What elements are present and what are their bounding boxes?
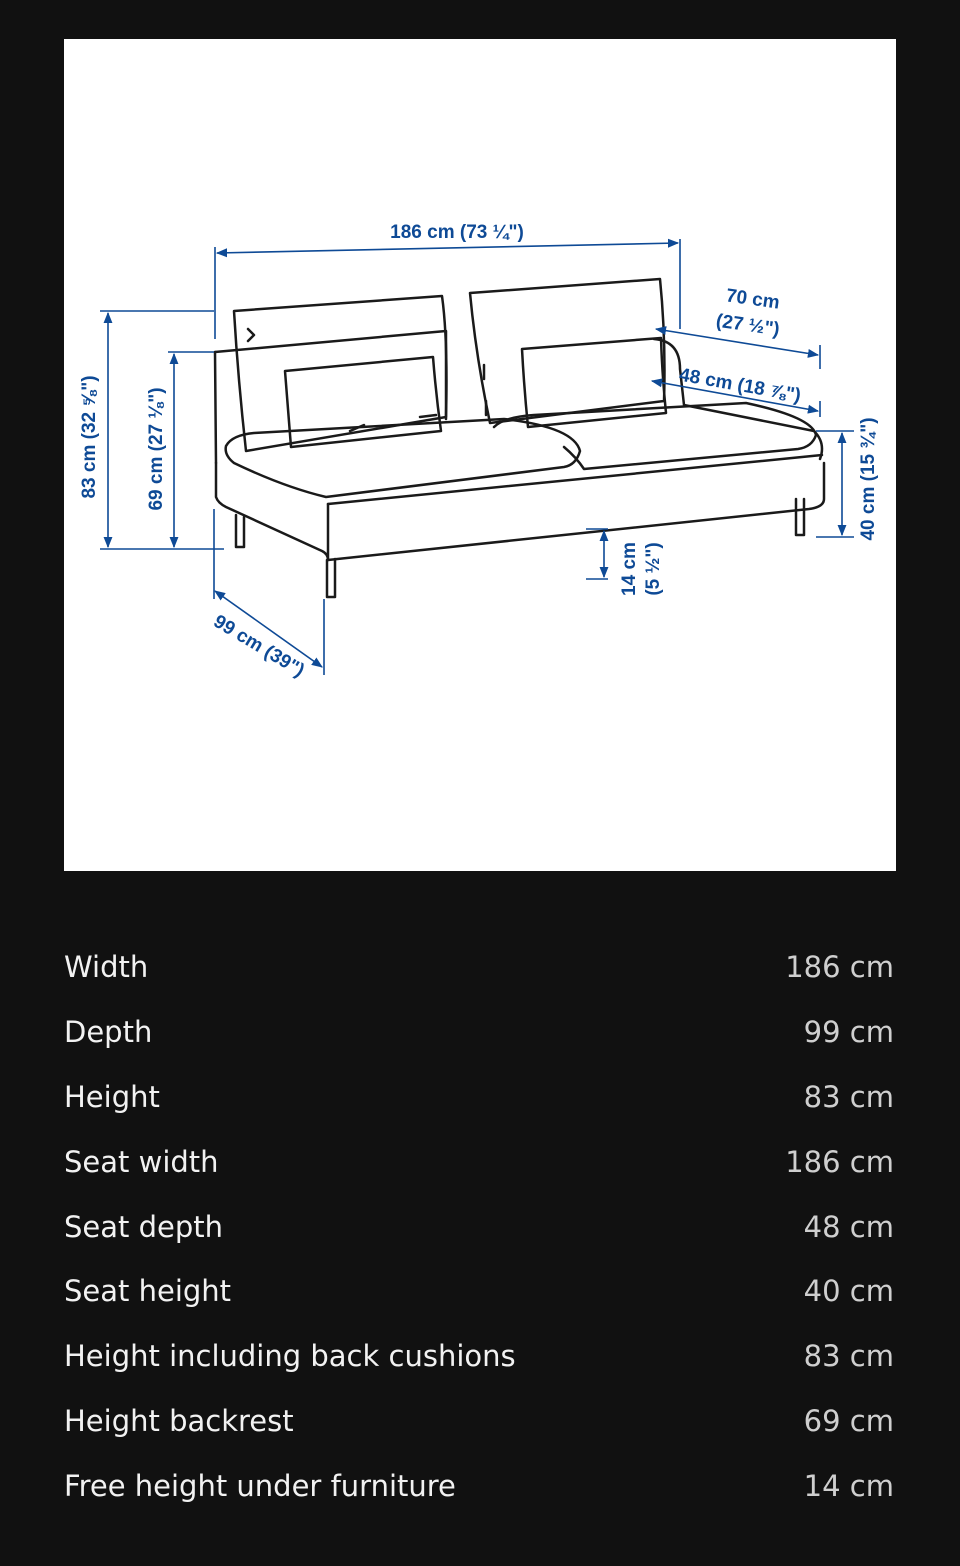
spec-value: 69 cm [803,1404,894,1439]
sofa-left-side [215,352,216,463]
leg-front-right [796,499,804,535]
spec-value: 99 cm [803,1014,894,1049]
spec-row-seat-depth [64,1195,894,1260]
spec-row-seat-height [64,1259,894,1324]
leg-back-left [236,515,244,547]
spec-label: Height [64,1079,160,1114]
spec-row-height [64,1065,894,1130]
leg-front-left [327,559,335,597]
spec-row-height-backrest [64,1389,894,1454]
spec-row-free-height [64,1454,894,1519]
depth-label: 99 cm (39") [209,611,308,682]
spec-label: Width [64,949,149,984]
free-height-label-line1: 14 cm [619,542,640,596]
seat-height-label: 40 cm (15 ¾") [858,417,879,541]
spec-value: 14 cm [803,1469,894,1504]
seat-depth-label: 48 cm (18 ⅞") [677,364,803,407]
spec-label: Seat height [64,1274,232,1309]
backrest-height-label: 69 cm (27 ⅛") [146,387,167,511]
left-lumbar-pillow [285,357,441,447]
spec-value: 40 cm [803,1274,894,1309]
right-back-cushion [470,279,665,423]
sofa-base-bottom [328,463,824,560]
sofa-back-frame [215,331,446,419]
spec-value: 48 cm [803,1209,894,1244]
spec-label: Seat depth [64,1209,224,1244]
spec-label: Height backrest [64,1404,294,1439]
spec-row-height-incl-back-cushions [64,1324,894,1389]
spec-value: 83 cm [803,1339,894,1374]
width-dimension-arrow [217,243,678,253]
free-height-label-line2: (5 ½") [643,542,664,596]
spec-label: Height including back cushions [64,1339,516,1374]
back-depth-label-line2: (27 ½") [714,310,781,341]
height-label: 83 cm (32 ⅝") [79,375,100,499]
dimension-diagram [64,39,896,871]
sofa-base-front [216,463,328,560]
spec-label: Depth [64,1014,153,1049]
spec-row-depth [64,1000,894,1065]
sofa-dimension-drawing [64,39,896,871]
width-label: 186 cm (73 ¼") [390,222,524,243]
back-depth-label-line1: 70 cm [724,285,781,314]
spec-row-seat-width [64,1130,894,1195]
spec-value: 186 cm [785,1144,894,1179]
spec-value: 83 cm [803,1079,894,1114]
spec-label: Free height under furniture [64,1469,456,1504]
spec-value: 186 cm [785,949,894,984]
spec-row-width [64,935,894,1000]
dimension-spec-list [64,935,894,1519]
spec-label: Seat width [64,1144,219,1179]
